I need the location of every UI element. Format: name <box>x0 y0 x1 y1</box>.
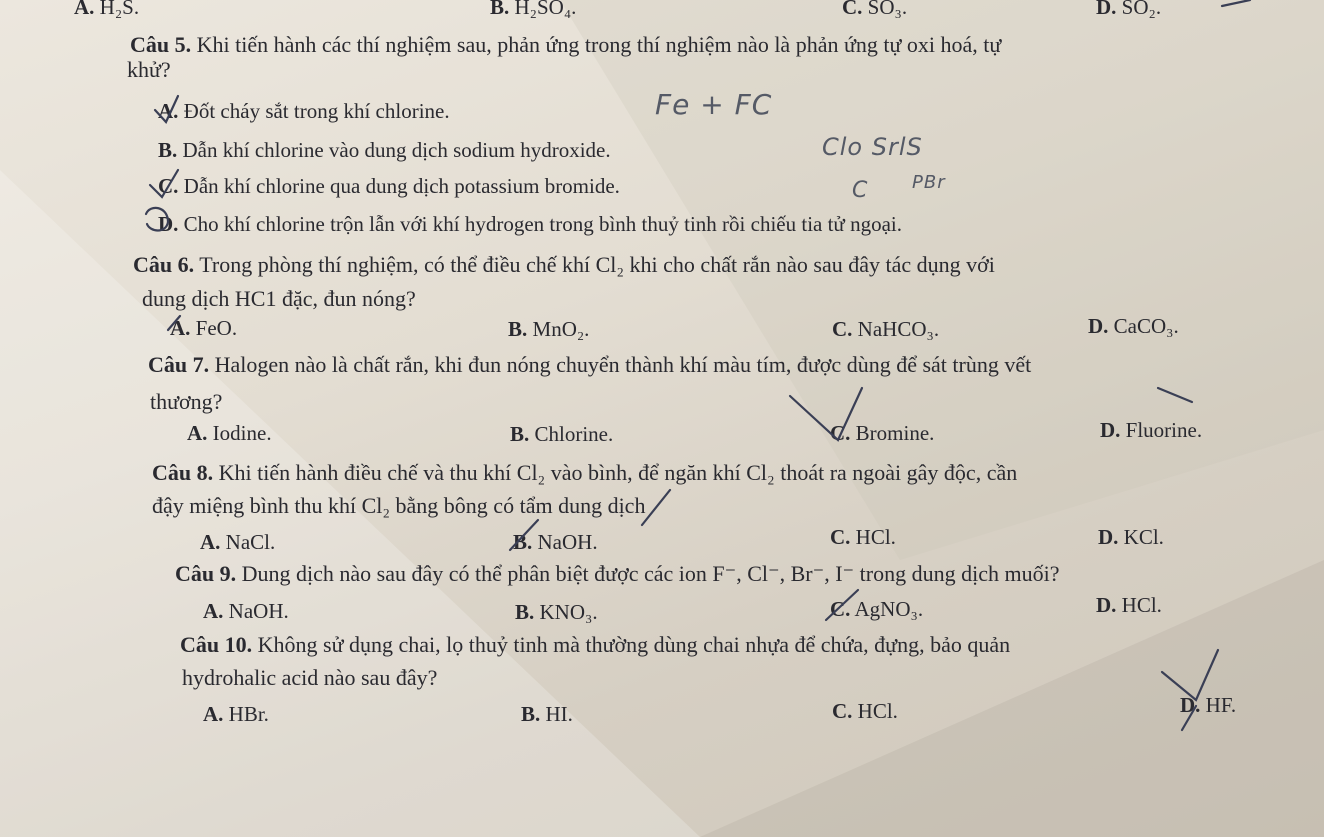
question-6-option-b: B. MnO₂. <box>508 317 590 341</box>
question-5-option-b: B. Dẫn khí chlorine vào dung dịch sodium hydroxide. <box>158 138 611 162</box>
top-option-a: A. H₂S. <box>74 0 140 19</box>
question-10-option-b: B. HI. <box>521 702 573 726</box>
question-7-stem: Câu 7. Halogen nào là chất rắn, khi đun nóng chuyển thành khí màu tím, được dùng để sát trùng vết <box>148 352 1032 377</box>
top-option-d: D. SO₂. <box>1096 0 1162 19</box>
question-5-option-d: D. Cho khí chlorine trộn lẫn với khí hydrogen trong bình thuỷ tinh rồi chiếu tia tử ngoại. <box>158 212 902 236</box>
question-6-option-c: C. NaHCO₃. <box>832 317 940 341</box>
question-9-option-b: B. KNO₃. <box>515 600 598 624</box>
question-10-stem: Câu 10. Không sử dụng chai, lọ thuỷ tinh mà thường dùng chai nhựa để chứa, đựng, bảo quản <box>180 632 1011 657</box>
question-5-option-c: C. Dẫn khí chlorine qua dung dịch potassium bromide. <box>158 174 620 198</box>
question-7-option-c: C. Bromine. <box>830 421 935 445</box>
handwritten-note-4: PBr <box>912 172 946 193</box>
question-9-option-d: D. HCl. <box>1096 593 1162 617</box>
question-5-stem: Câu 5. Khi tiến hành các thí nghiệm sau, phản ứng trong thí nghiệm nào là phản ứng tự oxi hoá, tự <box>130 32 1002 57</box>
question-7-option-d: D. Fluorine. <box>1100 418 1203 442</box>
question-8-stem: Câu 8. Khi tiến hành điều chế và thu khí Cl₂ vào bình, để ngăn khí Cl₂ thoát ra ngoài gây độc, cần <box>152 460 1018 485</box>
question-10-stem-cont: hydrohalic acid nào sau đây? <box>182 665 438 690</box>
question-9-option-a: A. NaOH. <box>203 599 289 623</box>
handwritten-note-2: Clo SrlS <box>822 133 923 161</box>
question-9-option-c: C. AgNO₃. <box>830 597 924 621</box>
question-8-option-c: C. HCl. <box>830 525 896 549</box>
question-5-stem-cont: khử? <box>127 57 171 82</box>
question-8-stem-cont: đậy miệng bình thu khí Cl₂ bằng bông có tẩm dung dịch <box>152 493 646 518</box>
question-7-option-a: A. Iodine. <box>187 421 272 445</box>
question-6-stem-cont: dung dịch HC1 đặc, đun nóng? <box>142 286 416 311</box>
question-10-option-d: D. HF. <box>1180 693 1237 717</box>
question-10-option-a: A. HBr. <box>203 702 269 726</box>
top-option-b: B. H₂SO₄. <box>490 0 577 19</box>
question-6-option-a: A. FeO. <box>170 316 238 340</box>
question-6-stem: Câu 6. Trong phòng thí nghiệm, có thể điều chế khí Cl₂ khi cho chất rắn nào sau đây tác dụng với <box>133 252 995 277</box>
question-10-option-c: C. HCl. <box>832 699 898 723</box>
question-7-option-b: B. Chlorine. <box>510 422 614 446</box>
question-6-option-d: D. CaCO₃. <box>1088 314 1179 338</box>
question-9-stem: Câu 9. Dung dịch nào sau đây có thể phân biệt được các ion F⁻, Cl⁻, Br⁻, I⁻ trong dung dịch muối? <box>175 561 1060 586</box>
question-5-option-a: A. Đốt cháy sắt trong khí chlorine. <box>158 99 450 123</box>
handwritten-note-3: C <box>852 178 869 203</box>
question-8-option-a: A. NaCl. <box>200 530 276 554</box>
handwritten-note-1: Fe + FC <box>655 88 773 121</box>
question-8-option-d: D. KCl. <box>1098 525 1164 549</box>
question-8-option-b: B. NaOH. <box>513 530 598 554</box>
question-7-stem-cont: thương? <box>150 389 223 414</box>
top-option-c: C. SO₃. <box>842 0 908 19</box>
